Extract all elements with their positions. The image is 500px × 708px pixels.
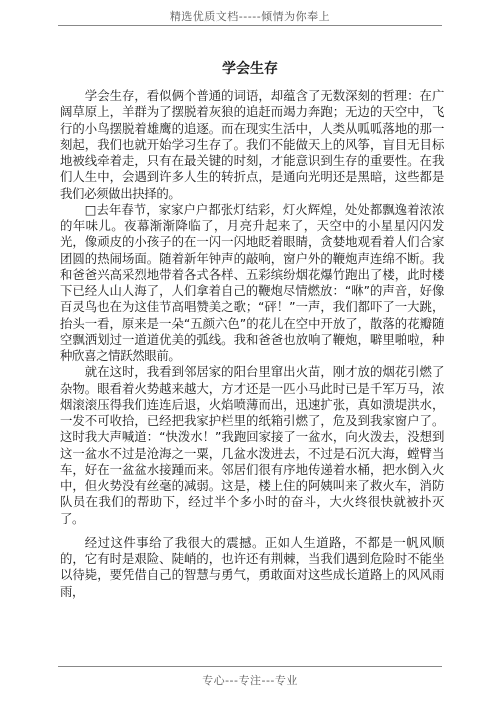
page-footer: 专心---专注---专业 xyxy=(202,674,298,687)
paragraph-2: □去年春节，家家户户都张灯结彩，灯火辉煌，处处都飘逸着浓浓的年味儿。夜幕渐渐降临了，月亮升起来了，天空中的小星星闪闪发光，像顽皮的小孩子的在一闪一闪地眨着眼睛，贪婪地观看着人们合家团圆的热闹场面。随着新年钟声的敲响，窗户外的鞭炮声连绵不断。我和爸爸兴高采烈地带着各式各样、五彩缤纷烟花爆竹跑出了楼，此时楼下已经人山人海了，人们拿着自己的鞭炮尽情燃放：“咻”的声音，好像百灵鸟也在为这佳节高唱赞美之歌；“砰！”一声，我们都吓了一大跳，抬头一看，原来是一朵“五颜六色”的花儿在空中开放了，散落的花瓣随空飘洒划过一道道优美的弧线。我和爸爸也放响了鞭炮，噼里啪啦，种种欣喜之情跃然眼前。 xyxy=(60,201,444,363)
footer-divider xyxy=(58,666,442,667)
paragraph-1: 学会生存，看似俩个普通的词语，却蕴含了无数深刻的哲理：在广阔草原上，羊群为了摆脱着灰狼的追赶而竭力奔跑；无边的天空中，飞行的小鸟摆脱着雄鹰的追逐。而在现实生活中，人类从呱呱落地的那一刻起，我们也就开始学习生存了。我们不能做天上的风筝，盲目无目标地被线牵着走，只有在最关键的时刻，才能意识到生存的重要性。在我们人生中，会遇到许多人生的转折点，是通向光明还是黑暗，这些都是我们必须做出抉择的。 xyxy=(60,88,444,201)
paragraph-4: 经过这件事给了我很大的震撼。正如人生道路，不都是一帆风顺的，它有时是艰险、陡峭的，也许还有荆棘，当我们遇到危险时不能坐以待毙，要凭借自己的智慧与勇气，勇敢面对这些成长道路上的风风雨雨， xyxy=(60,534,444,599)
paragraph-3: 就在这时，我看到邻居家的阳台里窜出火苗，刚才放的烟花引燃了杂物。眼看着火势越来越大，方才还是一匹小马此时已是千军万马，浓烟滚滚压得我们连连后退，火焰喷薄而出，迅速扩张，真如溃堤洪水，一发不可收拾，已经把我家护栏里的纸箱引燃了，危及到我家窗户了。这时我大声喊道：“快泼水！”我跑回家接了一盆水，向火泼去，没想到这一盆水不过是沧海之一粟，几盆水泼进去，不过是石沉大海，螳臂当车，好在一盆盆水接踵而来。邻居们很有序地传递着水桶，把水倒入火中，但火势没有丝毫的减弱。这是，楼上住的阿姨叫来了救火车，消防队员在我们的帮助下，经过半个多小时的奋斗，大火终很快就被扑灭了。 xyxy=(60,364,444,526)
document-title: 学会生存 xyxy=(222,61,278,77)
page-header: 精选优质文档-----倾情为你奉上 xyxy=(169,10,331,23)
document-body xyxy=(60,88,444,600)
header-divider xyxy=(58,25,442,26)
